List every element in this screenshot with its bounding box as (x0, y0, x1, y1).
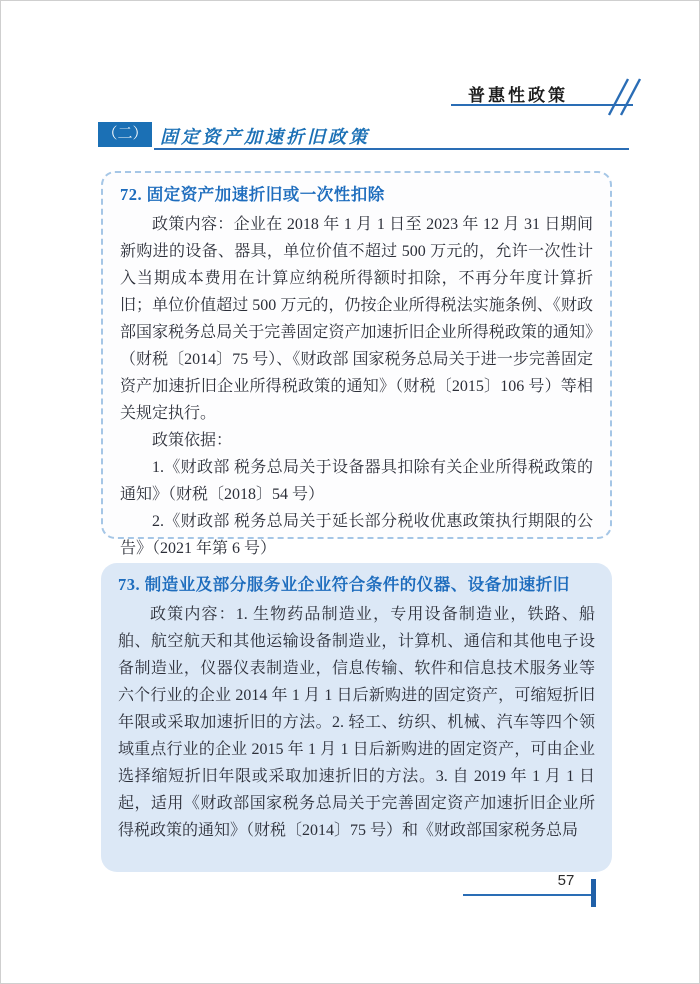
header-rule-slash-decoration (441, 71, 661, 121)
section-heading (98, 122, 629, 150)
policy-box-72 (101, 171, 612, 557)
footer-accent-bar (591, 879, 596, 907)
section-number-badge: （二） (98, 122, 152, 147)
policy-72-title: 72. 固定资产加速折旧或一次性扣除 (120, 185, 385, 204)
policy-72-basis-item-1: 1.《财政部 税务总局关于设备器具扣除有关企业所得税政策的通知》（财税〔2018〕54 号） (120, 459, 593, 503)
footer-rule (463, 894, 594, 896)
policy-73-content-paragraph: 政策内容：1. 生物药品制造业，专用设备制造业，铁路、船舶、航空航天和其他运输设备制造业，计算机、通信和其他电子设备制造业，仪器仪表制造业，信息传输、软件和信息技术服务业等六个行业的企业 2014 年 1 月 1 日后新购进的固定资产，可缩短折旧年限或采取加速折旧的方法。2. 轻工、纺织、机械、汽车等四个领域重点行业的企业 2015 年 1 月 1 日后新购进的固定资产，可由企业选择缩短折旧年限或采取加速折旧的方法。3. 自 2019 年 1 月 1 日起，适用《财政部国家税务总局关于完善固定资产加速折旧企业所得税政策的通知》（财税〔2014〕75 号）和《财政部国家税务总局 (118, 606, 595, 839)
page-number: 57 (557, 872, 575, 889)
policy-72-basis-item-2: 2.《财政部 税务总局关于延长部分税收优惠政策执行期限的公告》（2021 年第 6 号） (120, 513, 593, 557)
policy-73-title: 73. 制造业及部分服务业企业符合条件的仪器、设备加速折旧 (118, 575, 570, 594)
policy-box-73 (101, 563, 612, 872)
policy-72-basis-heading: 政策依据： (152, 432, 233, 449)
header-section-label: 普惠性政策 (468, 86, 568, 105)
policy-72-content-paragraph: 政策内容：企业在 2018 年 1 月 1 日至 2023 年 12 月 31 日期间新购进的设备、器具，单位价值不超过 500 万元的，允许一次性计入当期成本费用在计算应纳税所得额时扣除，不再分年度计算折旧；单位价值超过 500 万元的，仍按企业所得税法实施条例、《财政部国家税务总局关于完善固定资产加速折旧企业所得税政策的通知》（财税〔2014〕75 号）、《财政部 国家税务总局关于进一步完善固定资产加速折旧企业所得税政策的通知》（财税〔2015〕106 号）等相关规定执行。 (120, 216, 593, 422)
section-title: 固定资产加速折旧政策 (160, 127, 370, 147)
